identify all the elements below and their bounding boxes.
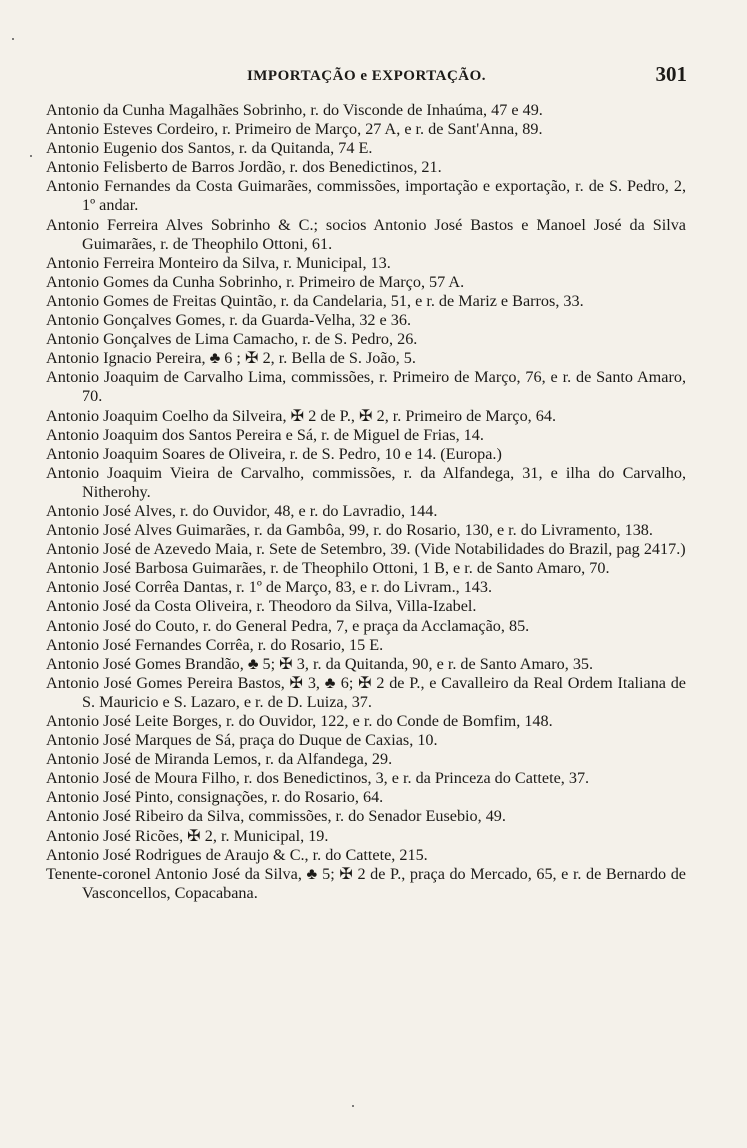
directory-entry: Antonio Fernandes da Costa Guimarães, commissões, importação e exportação, r. de S. Pedro, 2, 1º andar. [46,177,686,215]
directory-entry: Antonio José Rodrigues de Araujo & C., r. do Cattete, 215. [46,845,428,864]
directory-entry: Antonio José Alves, r. do Ouvidor, 48, e r. do Lavradio, 144. [46,501,438,520]
directory-entry: Antonio Gomes da Cunha Sobrinho, r. Primeiro de Março, 57 A. [46,272,465,291]
running-title: IMPORTAÇÃO e EXPORTAÇÃO. [246,68,487,84]
directory-entry: Antonio Joaquim Soares de Oliveira, r. de S. Pedro, 10 e 14. (Europa.) [46,444,502,463]
directory-entry: Antonio Gonçalves Gomes, r. da Guarda-Velha, 32 e 36. [46,311,412,330]
directory-entry: Antonio José Ribeiro da Silva, commissões, r. do Senador Eusebio, 49. [46,807,506,826]
page-speck [352,1105,354,1107]
directory-entry: Antonio Ferreira Monteiro da Silva, r. Municipal, 13. [46,253,391,272]
directory-entry: Antonio José Pinto, consignações, r. do Rosario, 64. [46,788,384,807]
directory-entry: Antonio José Leite Borges, r. do Ouvidor, 122, e r. do Conde de Bomfim, 148. [46,712,553,730]
directory-entry: Antonio José Gomes Brandão, ♣ 5; ✠ 3, r. da Quitanda, 90, e r. de Santo Amaro, 35. [46,654,594,673]
directory-entry: Antonio José de Moura Filho, r. dos Benedictinos, 3, e r. da Princeza do Cattete, 37. [46,769,590,788]
directory-list [46,101,686,903]
page-speck [30,155,32,157]
directory-entry: Antonio José Fernandes Corrêa, r. do Rosario, 15 E. [46,635,384,654]
page-header [46,62,687,92]
directory-entry: Antonio Ferreira Alves Sobrinho & C.; socios Antonio José Bastos e Manoel José da Silva Guimarães, r. de Theophilo Ottoni, 61. [46,215,686,253]
directory-entry: Antonio Joaquim Coelho da Silveira, ✠ 2 de P., ✠ 2, r. Primeiro de Março, 64. [46,406,556,425]
page-number: 301 [655,62,687,86]
directory-entry: Antonio José Alves Guimarães, r. da Gambôa, 99, r. do Rosario, 130, e r. do Livramento, 138. [46,521,653,540]
page-speck [12,38,14,40]
directory-entry: Antonio Joaquim dos Santos Pereira e Sá, r. de Miguel de Frias, 14. [46,425,484,444]
directory-entry: Antonio José Ricões, ✠ 2, r. Municipal, 19. [46,826,329,845]
directory-entry: Antonio José do Couto, r. do General Pedra, 7, e praça da Acclamação, 85. [46,616,530,635]
directory-entry: Antonio José Marques de Sá, praça do Duque de Caxias, 10. [46,731,438,750]
directory-entry: Antonio Gonçalves de Lima Camacho, r. de S. Pedro, 26. [46,330,418,349]
directory-entry: Tenente-coronel Antonio José da Silva, ♣ 5; ✠ 2 de P., praça do Mercado, 65, e r. de Bernardo de Vasconcellos, Copacabana. [46,864,686,902]
directory-entry: Antonio Gomes de Freitas Quintão, r. da Candelaria, 51, e r. de Mariz e Barros, 33. [46,291,584,310]
directory-entry: Antonio José Corrêa Dantas, r. 1º de Março, 83, e r. do Livram., 143. [46,578,493,597]
directory-entry: Antonio Joaquim de Carvalho Lima, commissões, r. Primeiro de Março, 76, e r. de Santo Amaro, 70. [46,368,686,406]
directory-entry: Antonio Ignacio Pereira, ♣ 6 ; ✠ 2, r. Bella de S. João, 5. [46,349,416,368]
directory-entry: Antonio José da Costa Oliveira, r. Theodoro da Silva, Villa-Izabel. [46,597,477,616]
directory-entry: Antonio José Barbosa Guimarães, r. de Theophilo Ottoni, 1 B, e r. de Santo Amaro, 70. [46,559,610,578]
directory-entry: Antonio Felisberto de Barros Jordão, r. dos Benedictinos, 21. [46,158,442,177]
directory-entry: Antonio José de Miranda Lemos, r. da Alfandega, 29. [46,750,393,769]
directory-entry: Antonio José Gomes Pereira Bastos, ✠ 3, ♣ 6; ✠ 2 de P., e Cavalleiro da Real Ordem Italiana de S. Mauricio e S. Lazaro, e r. de D. Luiza, 37. [46,673,686,711]
directory-entry: Antonio Joaquim Vieira de Carvalho, commissões, r. da Alfandega, 31, e ilha do Carvalho, Nitherohy. [46,463,686,501]
directory-entry: Antonio da Cunha Magalhães Sobrinho, r. do Visconde de Inhaúma, 47 e 49. [46,101,543,119]
directory-entry: Antonio Esteves Cordeiro, r. Primeiro de Março, 27 A, e r. de Sant'Anna, 89. [46,120,543,139]
directory-entry: Antonio Eugenio dos Santos, r. da Quitanda, 74 E. [46,139,373,158]
directory-entry: Antonio José de Azevedo Maia, r. Sete de Setembro, 39. (Vide Notabilidades do Brazil, pag 2417.) [46,540,686,559]
